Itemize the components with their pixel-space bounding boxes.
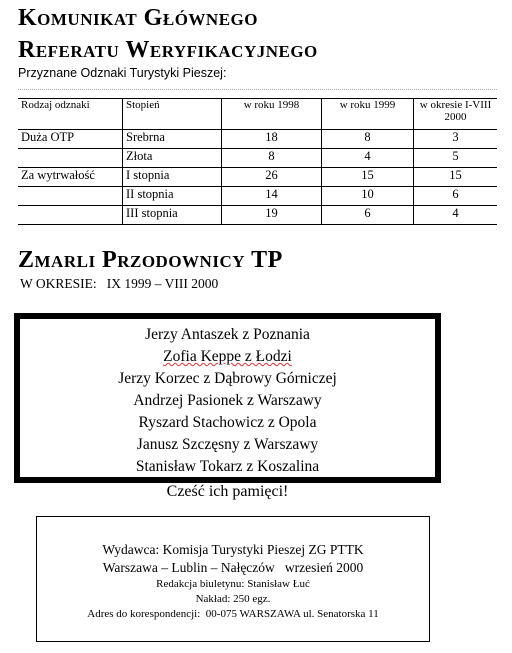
divider <box>18 89 497 90</box>
deceased-name: Janusz Szczęsny z Warszawy <box>136 436 319 453</box>
table-cell: 6 <box>414 187 498 206</box>
deceased-name <box>20 346 435 368</box>
deceased-list-box <box>14 313 441 483</box>
circulation-line: Nakład: 250 egz. <box>195 593 271 605</box>
table-cell: 5 <box>414 149 498 168</box>
table-cell: Za wytrwałość <box>18 168 123 187</box>
table-row <box>18 206 497 225</box>
table-cell: 18 <box>222 130 322 149</box>
header-cell: w roku 1999 <box>322 99 414 130</box>
title-line-2: Referatu Weryfikacyjnego <box>18 37 318 63</box>
table-row <box>18 149 497 168</box>
memorial-text: Cześć ich pamięci! <box>166 483 289 500</box>
publisher-footer <box>36 516 430 642</box>
publisher-line: Wydawca: Komisja Turystyki Pieszej ZG PTTK <box>102 542 364 557</box>
header-cell: Stopień <box>123 99 222 130</box>
table-cell: III stopnia <box>123 206 222 225</box>
header-cell: w roku 1998 <box>222 99 322 130</box>
table-cell: 15 <box>414 168 498 187</box>
table-cell: 14 <box>222 187 322 206</box>
editor-line: Redakcja biuletynu: Stanisław Łuć <box>156 578 310 590</box>
table-caption: Przyznane Odznaki Turystyki Pieszej: <box>18 66 227 80</box>
deceased-name: Jerzy Korzec z Dąbrowy Górniczej <box>118 370 337 387</box>
deceased-name-text: Zofia Keppe z Łodzi <box>163 348 292 365</box>
table-cell <box>18 206 123 225</box>
table-row <box>18 187 497 206</box>
table-cell: Duża OTP <box>18 130 123 149</box>
table-cell: 4 <box>322 149 414 168</box>
deceased-name: Stanisław Tokarz z Koszalina <box>135 458 320 475</box>
table-cell: 3 <box>414 130 498 149</box>
table-header-row <box>18 99 497 130</box>
deceased-period: W OKRESIE: IX 1999 – VIII 2000 <box>20 276 219 291</box>
deceased-name: Andrzej Pasionek z Warszawy <box>133 392 322 409</box>
deceased-title: Zmarli Przodownicy TP <box>18 247 283 273</box>
table-row <box>18 130 497 149</box>
table-row <box>18 168 497 187</box>
table-cell: 15 <box>322 168 414 187</box>
table-cell: Srebrna <box>123 130 222 149</box>
table-cell: 6 <box>322 206 414 225</box>
table-cell: 19 <box>222 206 322 225</box>
header-cell: w okresie I-VIII 2000 <box>414 99 498 130</box>
table-cell: I stopnia <box>123 168 222 187</box>
table-cell <box>18 149 123 168</box>
title-line-1: Komunikat Głównego <box>18 5 258 31</box>
place-date-line: Warszawa – Lublin – Nałęczów wrzesień 2000 <box>102 560 364 575</box>
table-cell: Złota <box>123 149 222 168</box>
table-cell: 10 <box>322 187 414 206</box>
deceased-name: Ryszard Stachowicz z Opola <box>138 414 317 431</box>
table-cell: II stopnia <box>123 187 222 206</box>
table-cell: 8 <box>222 149 322 168</box>
table-cell: 8 <box>322 130 414 149</box>
table-cell: 4 <box>414 206 498 225</box>
header-cell: Rodzaj odznaki <box>18 99 123 130</box>
badges-table <box>18 98 497 225</box>
table-cell: 26 <box>222 168 322 187</box>
address-line: Adres do korespondencji: 00-075 WARSZAWA ul. Senatorska 11 <box>87 608 379 620</box>
deceased-name: Jerzy Antaszek z Poznania <box>145 326 310 343</box>
table-cell <box>18 187 123 206</box>
